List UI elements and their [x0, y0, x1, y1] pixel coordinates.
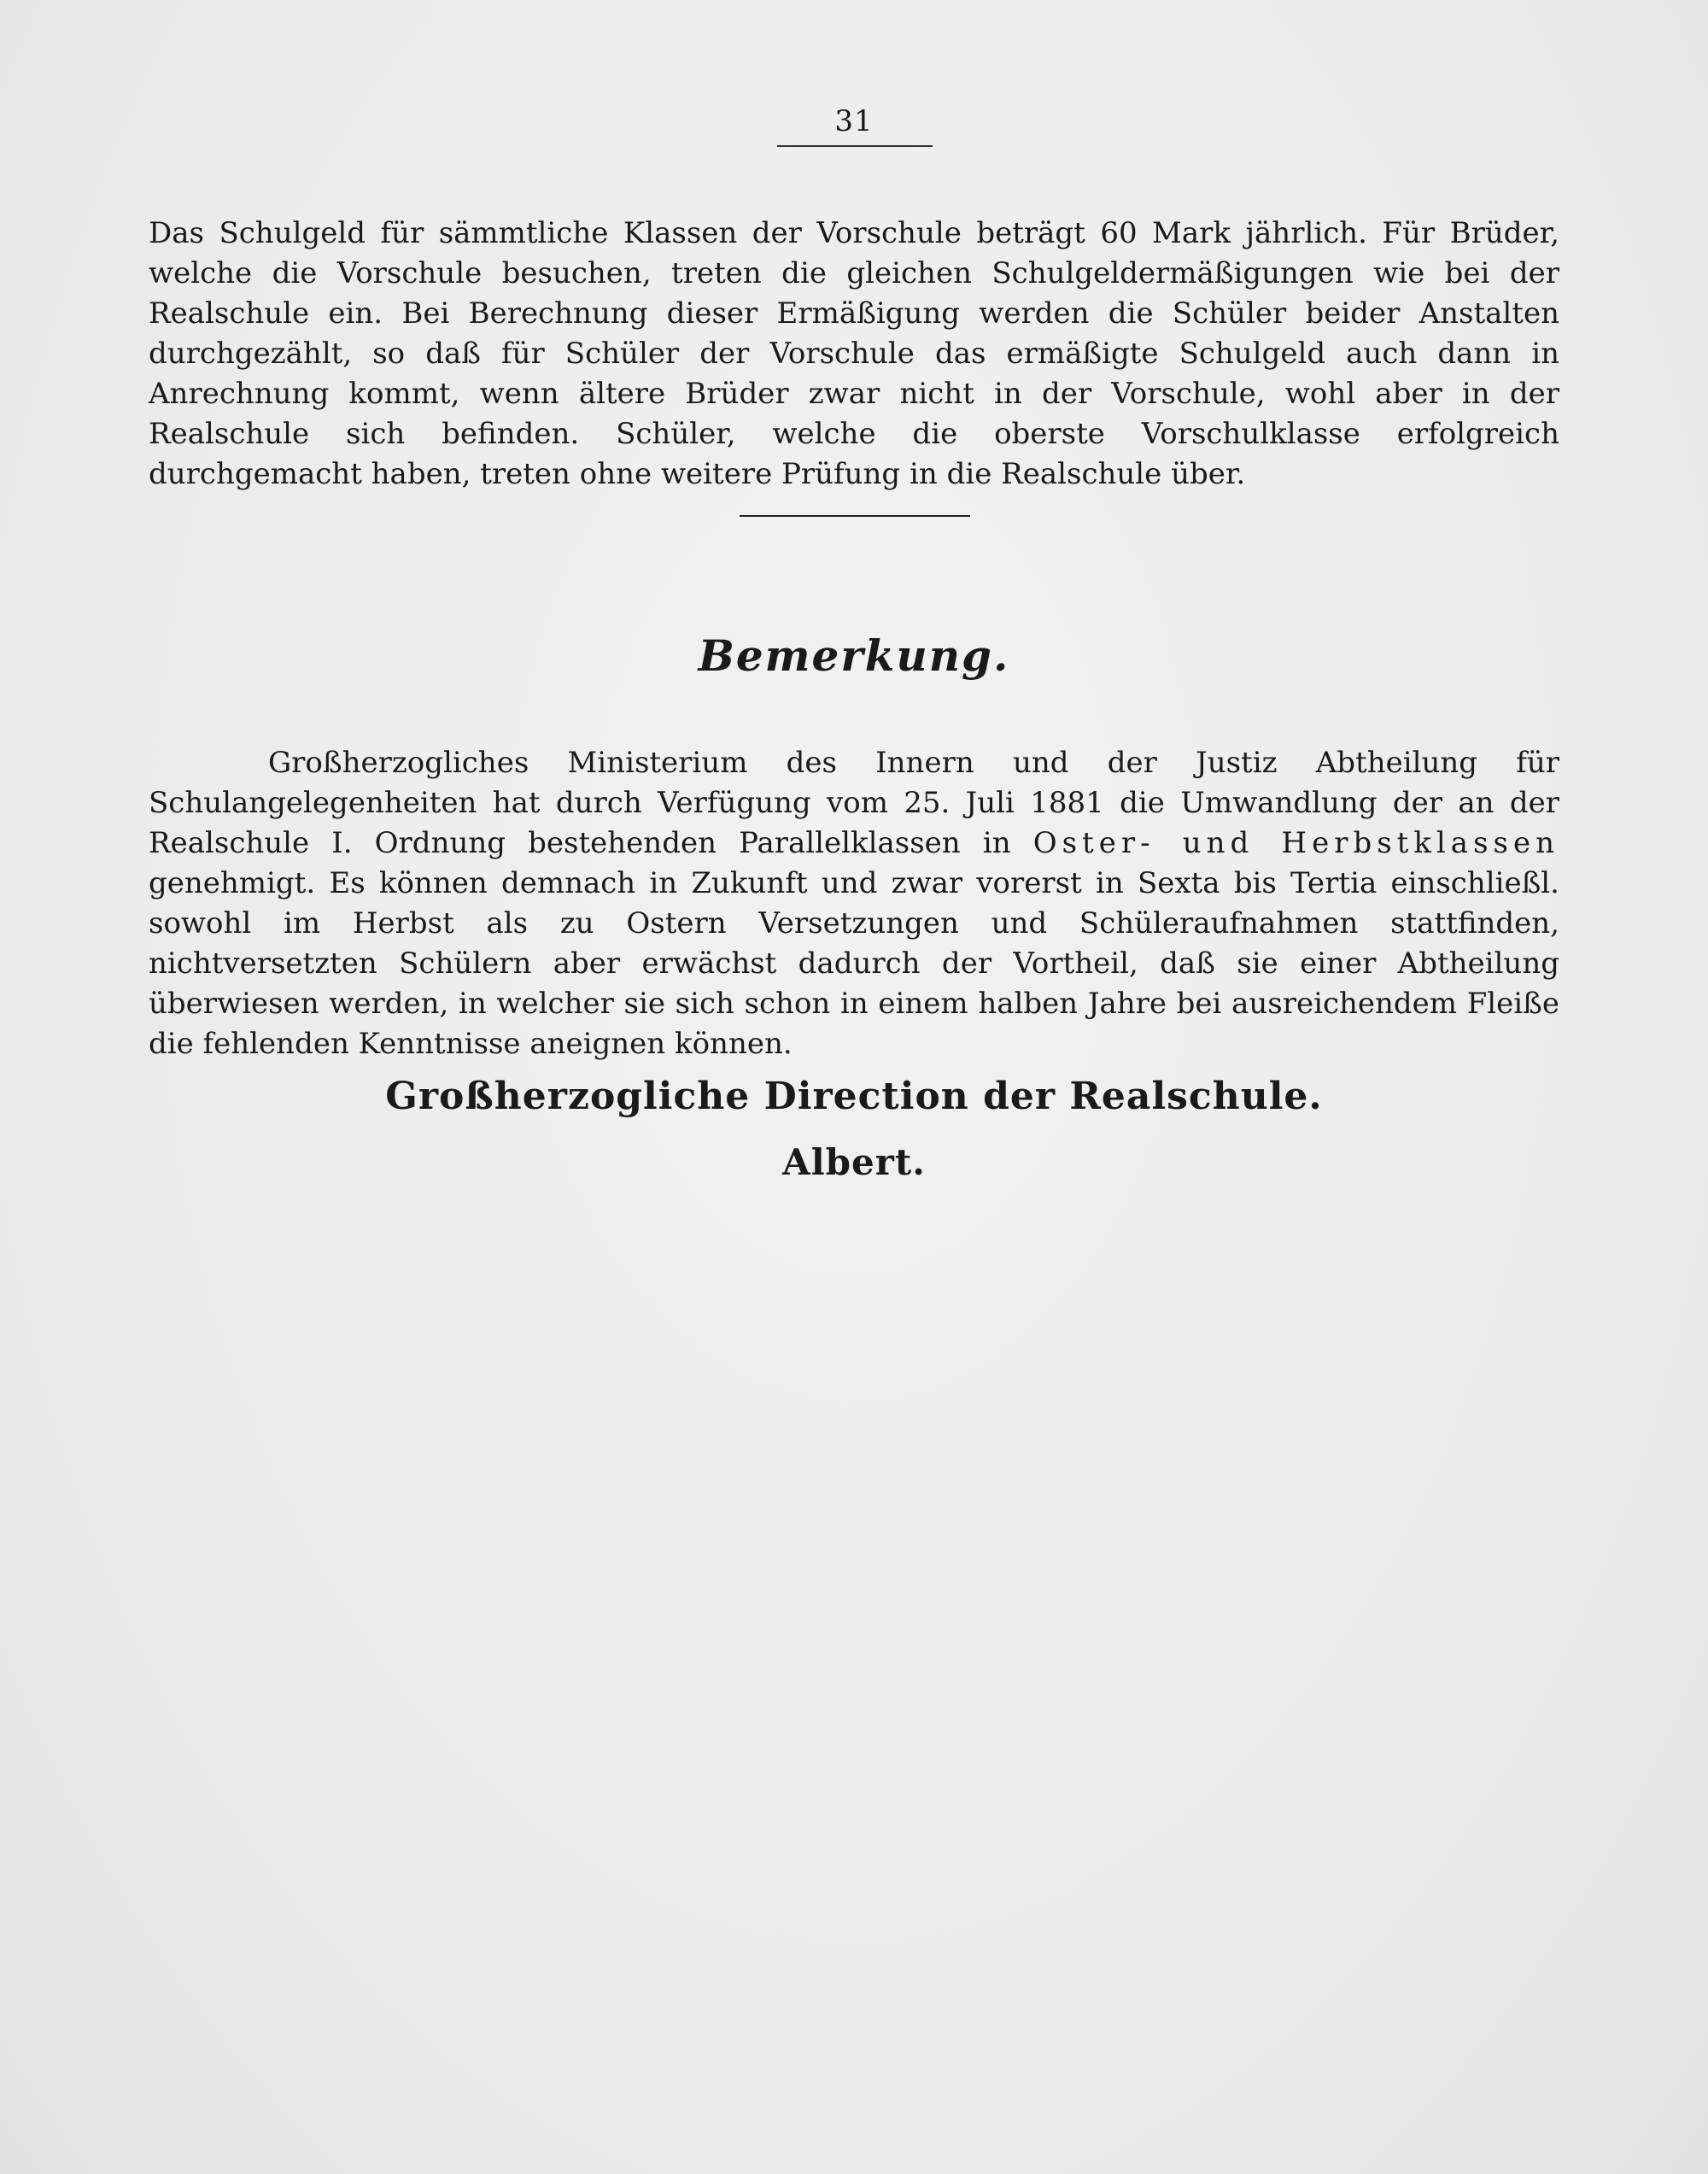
section-divider — [740, 515, 970, 517]
remark-paragraph — [149, 743, 1559, 1064]
remark-heading: Bemerkung. — [698, 630, 1010, 681]
remark-text-part-1: Großherzogliches Ministerium des Innern und der Justiz Abtheilung für Schulangelegenheiten hat durch Verfügung vom 25. Juli 1881 die Umwandlung der an der Realschule I. Ordnung bestehenden Parallelklassen in — [149, 746, 1559, 860]
remark-emphasis: Oster- und Herbstklassen — [1032, 826, 1559, 860]
signature-authority: Großherzogliche Direction der Realschule. — [385, 1075, 1323, 1118]
remark-text-part-2: genehmigt. Es können demnach in Zukunft und zwar vorerst in Sexta bis Tertia einschließl. sowohl im Herbst als zu Ostern Versetzungen und Schüleraufnahmen stattfinden, nichtversetzten Schülern aber erwächst dadurch der Vortheil, daß sie einer Abtheilung überwiesen werden, in welcher sie sich schon in einem halben Jahre bei ausreichendem Fleiße die fehlenden Kenntnisse aneignen können. — [149, 866, 1559, 1061]
page-number: 31 — [834, 104, 874, 138]
signature-signer: Albert. — [782, 1141, 926, 1183]
page-number-rule — [777, 145, 933, 147]
tuition-paragraph: Das Schulgeld für sämmtliche Klassen der Vorschule beträgt 60 Mark jährlich. Für Brüder, welche die Vorschule besuchen, treten die gleichen Schulgeldermäßigungen wie bei der Realschule ein. Bei Berechnung dieser Ermäßigung werden die Schüler beider Anstalten durchgezählt, so daß für Schüler der Vorschule das ermäßigte Schulgeld auch dann in Anrechnung kommt, wenn ältere Brüder zwar nicht in der Vorschule, wohl aber in der Realschule sich befinden. Schüler, welche die oberste Vorschulklasse erfolgreich durchgemacht haben, treten ohne weitere Prüfung in die Realschule über. — [149, 216, 1559, 491]
